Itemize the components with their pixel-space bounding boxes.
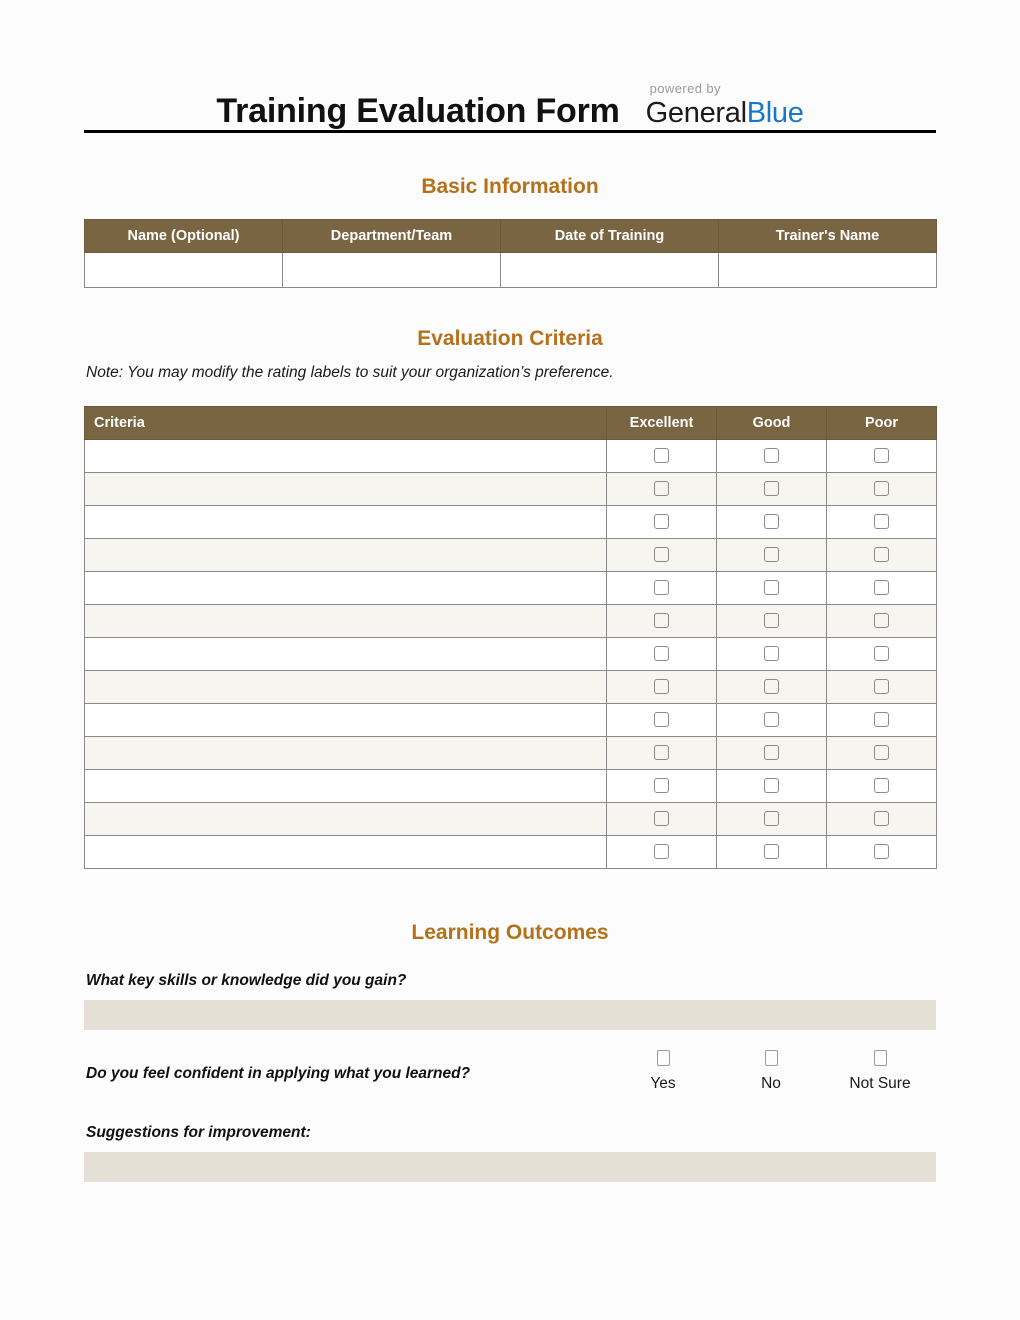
table-row [85,836,937,869]
table-row [85,253,937,288]
table-row [85,572,937,605]
brand-name-general: General [645,97,747,129]
generalblue-logo [646,82,804,130]
column-header-poor: Poor [827,407,937,440]
question-confidence-label: Do you feel confident in applying what you learned? [86,1065,471,1082]
rating-cell-excellent[interactable] [607,836,717,869]
checkbox-good[interactable] [764,613,779,628]
checkbox-not-sure[interactable] [874,1050,887,1066]
column-header-name: Name (Optional) [85,220,283,253]
rating-cell-poor[interactable] [827,803,937,836]
section-heading-basic-information: Basic Information [421,175,599,198]
brand-name-blue: Blue [746,97,804,129]
table-row [85,704,937,737]
column-header-trainer: Trainer's Name [719,220,937,253]
checkbox-good[interactable] [764,778,779,793]
checkbox-poor[interactable] [874,745,889,760]
table-row [85,473,937,506]
rating-cell-poor[interactable] [827,605,937,638]
criteria-input-cell[interactable] [85,572,607,605]
checkbox-excellent[interactable] [654,514,669,529]
page-title: Training Evaluation Form [216,92,620,130]
criteria-input-cell[interactable] [85,506,607,539]
rating-cell-good[interactable] [717,737,827,770]
rating-cell-good[interactable] [717,638,827,671]
checkbox-excellent[interactable] [654,811,669,826]
column-header-good: Good [717,407,827,440]
checkbox-poor[interactable] [874,811,889,826]
document-header [84,62,936,134]
checkbox-excellent[interactable] [654,547,669,562]
column-header-excellent: Excellent [607,407,717,440]
criteria-input-cell[interactable] [85,803,607,836]
table-row [85,671,937,704]
rating-cell-excellent[interactable] [607,506,717,539]
criteria-input-cell[interactable] [85,671,607,704]
table-row [85,440,937,473]
section-heading-evaluation-criteria: Evaluation Criteria [417,327,603,350]
rating-cell-poor[interactable] [827,473,937,506]
checkbox-excellent[interactable] [654,448,669,463]
trainer-field[interactable] [719,253,937,288]
checkbox-good[interactable] [764,745,779,760]
checkbox-poor[interactable] [874,712,889,727]
checkbox-good[interactable] [764,811,779,826]
rating-cell-good[interactable] [717,572,827,605]
rating-cell-good[interactable] [717,803,827,836]
evaluation-criteria-table [84,406,937,869]
checkbox-excellent[interactable] [654,778,669,793]
rating-cell-poor[interactable] [827,506,937,539]
rating-cell-poor[interactable] [827,737,937,770]
checkbox-good[interactable] [764,712,779,727]
rating-cell-poor[interactable] [827,638,937,671]
checkbox-good[interactable] [764,646,779,661]
checkbox-good[interactable] [764,448,779,463]
rating-cell-poor[interactable] [827,539,937,572]
checkbox-excellent[interactable] [654,712,669,727]
answer-field-key-skills[interactable] [84,1000,936,1030]
rating-cell-good[interactable] [717,671,827,704]
checkbox-good[interactable] [764,514,779,529]
checkbox-good[interactable] [764,547,779,562]
checkbox-no[interactable] [765,1050,778,1066]
checkbox-poor[interactable] [874,679,889,694]
criteria-input-cell[interactable] [85,704,607,737]
rating-cell-poor[interactable] [827,671,937,704]
criteria-input-cell[interactable] [85,440,607,473]
checkbox-excellent[interactable] [654,844,669,859]
choice-label-yes: Yes [650,1075,676,1092]
choice-label-not-sure: Not Sure [849,1075,911,1092]
rating-cell-excellent[interactable] [607,803,717,836]
criteria-input-cell[interactable] [85,605,607,638]
criteria-input-cell[interactable] [85,737,607,770]
rating-cell-poor[interactable] [827,704,937,737]
table-row [85,506,937,539]
name-field[interactable] [85,253,283,288]
answer-field-suggestions[interactable] [84,1152,936,1182]
choice-label-no: No [761,1075,781,1092]
criteria-input-cell[interactable] [85,539,607,572]
rating-cell-excellent[interactable] [607,440,717,473]
rating-cell-good[interactable] [717,440,827,473]
rating-cell-good[interactable] [717,836,827,869]
choice-yes[interactable] [608,1050,718,1093]
checkbox-poor[interactable] [874,778,889,793]
date-field[interactable] [501,253,719,288]
rating-cell-good[interactable] [717,704,827,737]
evaluation-note: Note: You may modify the rating labels to suit your organization’s preference. [86,364,614,381]
checkbox-excellent[interactable] [654,745,669,760]
header-divider [84,130,936,133]
criteria-input-cell[interactable] [85,638,607,671]
department-field[interactable] [283,253,501,288]
criteria-input-cell[interactable] [85,473,607,506]
checkbox-poor[interactable] [874,844,889,859]
table-header-row [85,407,937,440]
rating-cell-good[interactable] [717,506,827,539]
column-header-department: Department/Team [283,220,501,253]
checkbox-excellent[interactable] [654,580,669,595]
question-key-skills-label: What key skills or knowledge did you gain? [86,972,407,989]
rating-cell-good[interactable] [717,605,827,638]
checkbox-poor[interactable] [874,646,889,661]
checkbox-poor[interactable] [874,448,889,463]
rating-cell-excellent[interactable] [607,605,717,638]
criteria-rows [85,440,937,869]
table-row [85,539,937,572]
section-heading-learning-outcomes: Learning Outcomes [411,921,609,944]
question-suggestions-label: Suggestions for improvement: [86,1124,311,1141]
table-header-row [85,220,937,253]
checkbox-excellent[interactable] [654,481,669,496]
rating-cell-poor[interactable] [827,572,937,605]
column-header-date: Date of Training [501,220,719,253]
basic-information-table [84,219,937,288]
rating-cell-good[interactable] [717,770,827,803]
table-row [85,770,937,803]
checkbox-good[interactable] [764,679,779,694]
rating-cell-excellent[interactable] [607,638,717,671]
rating-cell-poor[interactable] [827,836,937,869]
checkbox-poor[interactable] [874,481,889,496]
rating-cell-excellent[interactable] [607,671,717,704]
checkbox-good[interactable] [764,844,779,859]
criteria-input-cell[interactable] [85,770,607,803]
rating-cell-good[interactable] [717,473,827,506]
rating-cell-poor[interactable] [827,770,937,803]
rating-cell-excellent[interactable] [607,704,717,737]
checkbox-yes[interactable] [657,1050,670,1066]
criteria-input-cell[interactable] [85,836,607,869]
brand-name [646,99,804,128]
powered-by-label: powered by [649,81,721,96]
table-row [85,737,937,770]
rating-cell-good[interactable] [717,539,827,572]
checkbox-good[interactable] [764,580,779,595]
choice-not-sure[interactable] [825,1050,935,1093]
table-row [85,605,937,638]
rating-cell-excellent[interactable] [607,572,717,605]
table-row [85,803,937,836]
column-header-criteria: Criteria [85,407,607,440]
rating-cell-excellent[interactable] [607,737,717,770]
choice-no[interactable] [716,1050,826,1093]
rating-cell-excellent[interactable] [607,473,717,506]
rating-cell-excellent[interactable] [607,539,717,572]
checkbox-good[interactable] [764,481,779,496]
checkbox-excellent[interactable] [654,679,669,694]
checkbox-poor[interactable] [874,547,889,562]
checkbox-poor[interactable] [874,580,889,595]
checkbox-excellent[interactable] [654,646,669,661]
confidence-choice-group [600,1050,936,1098]
rating-cell-excellent[interactable] [607,770,717,803]
rating-cell-poor[interactable] [827,440,937,473]
checkbox-poor[interactable] [874,613,889,628]
table-row [85,638,937,671]
checkbox-excellent[interactable] [654,613,669,628]
checkbox-poor[interactable] [874,514,889,529]
